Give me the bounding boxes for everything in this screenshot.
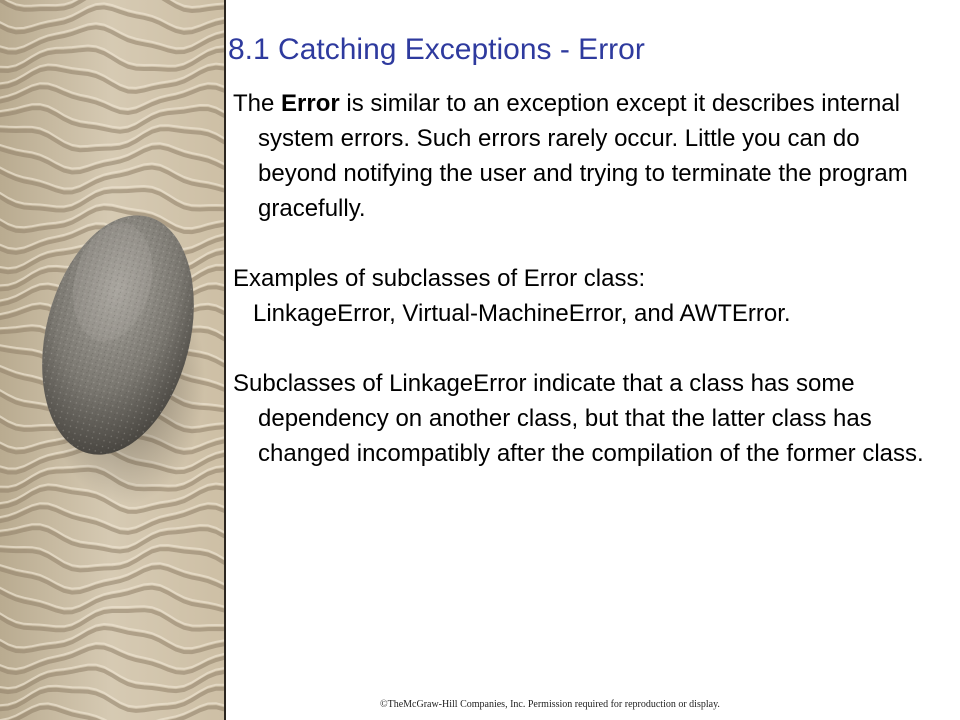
slide-title: 8.1 Catching Exceptions - Error: [228, 33, 645, 66]
examples-list: LinkageError, Virtual-MachineError, and AWTError.: [253, 300, 791, 327]
zen-stone-image: [0, 0, 224, 720]
para1-lead: The: [233, 90, 282, 117]
examples-heading: Examples of subclasses of Error class:: [233, 265, 646, 292]
copyright-footer: ©TheMcGraw-Hill Companies, Inc. Permission required for reproduction or display.: [380, 699, 720, 710]
linkage-error-paragraph: Subclasses of LinkageError indicate that a class has some dependency on another class, but that the latter class has changed incompatibly after the compilation of the former class.: [233, 370, 924, 467]
panel-divider: [224, 0, 226, 720]
para1-rest: is similar to an exception except it describes internal system errors. Such errors rarely occur. Little you can do beyond notifying the user and trying to terminate the program gracefully.: [258, 90, 908, 222]
error-keyword: Error: [281, 90, 340, 117]
error-description-paragraph: [233, 86, 933, 226]
slide-body: [233, 86, 933, 471]
